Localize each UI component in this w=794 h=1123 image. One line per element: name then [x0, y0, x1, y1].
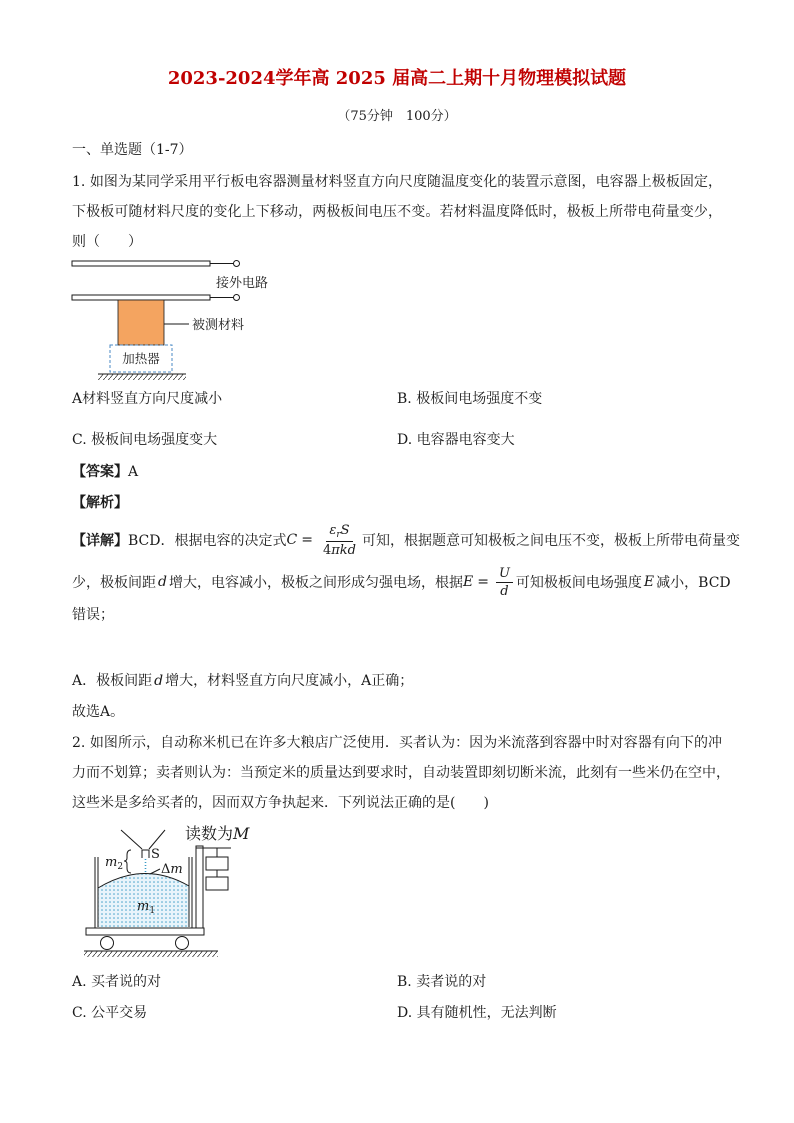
q1-option-c: C. 极板间电场强度变大	[72, 432, 218, 448]
external-circuit-label: 接外电路	[216, 276, 269, 291]
m2-base: m	[105, 855, 118, 870]
reading-text: 读数为	[185, 824, 234, 843]
detail-line-2-text-b: 增大，电容减小，极板之间形成匀强电场，根据	[168, 575, 463, 591]
delta-symbol: Δ	[161, 862, 171, 877]
capacitance-symbol: C	[286, 532, 298, 548]
valve-switch-icon	[142, 850, 149, 858]
answer-value: A	[128, 464, 139, 480]
capacitance-fraction	[320, 523, 359, 558]
page-title: 2023-2024学年高 2025 届高二上期十月物理模拟试题	[167, 68, 627, 89]
q1-detail-line-4	[72, 671, 413, 691]
container-right-wall	[189, 857, 192, 928]
q1-option-a: A材料竖直方向尺度减小	[72, 391, 223, 407]
detail-line-1-text-after: 可知，根据题意可知极板之间电压不变，极板上所带电荷量变	[361, 533, 740, 549]
distance-symbol-2: d	[154, 673, 164, 689]
detail-line-1-text-before: BCD．根据电容的决定式	[128, 533, 287, 549]
denominator-variables: πkd	[331, 542, 356, 558]
field-equals: =	[477, 574, 489, 590]
q1-detail-line-3: 错误；	[72, 607, 114, 623]
capacitance-equals: =	[301, 532, 313, 548]
q1-option-b: B. 极板间电场强度不变	[397, 391, 543, 407]
q2-option-c: C. 公平交易	[72, 1005, 148, 1021]
funnel-left-wall	[121, 830, 142, 849]
detail-tag: 【详解】	[72, 533, 128, 549]
exam-duration-score: （75分钟 100分）	[337, 109, 457, 124]
left-wheel-icon	[101, 937, 114, 950]
permittivity-subscript: r	[336, 529, 341, 540]
detail-line-2-text-d: 减小，BCD	[656, 575, 731, 591]
capacitance-denominator	[320, 542, 359, 558]
switch-label: S	[151, 847, 160, 862]
q2-stem-line-2: 力而不划算；卖者则认为：当预定米的质量达到要求时，自动装置即刻切断米流，此刻有一些米仍在空中，	[72, 765, 730, 781]
denominator-coefficient: 4	[322, 542, 332, 558]
container-left-wall	[95, 857, 98, 928]
q2-option-a: A. 买者说的对	[72, 974, 162, 990]
q1-stem-line-3: 则（ ）	[72, 234, 142, 250]
scale-post	[196, 846, 203, 928]
distance-symbol: d	[158, 574, 167, 590]
reading-variable: M	[233, 824, 250, 843]
upper-plate	[72, 261, 210, 266]
floor-hatch	[84, 951, 218, 957]
capacitor-figure	[60, 250, 300, 385]
field-symbol: E	[643, 574, 655, 590]
area-symbol: S	[340, 522, 350, 538]
right-wheel-icon	[176, 937, 189, 950]
scale-platform	[86, 928, 204, 935]
reading-label	[185, 824, 250, 843]
detail-line-4-text-b: 增大，材料竖直方向尺度减小，A正确；	[165, 673, 414, 689]
q1-option-d: D. 电容器电容变大	[397, 432, 515, 448]
q2-option-b: B. 卖者说的对	[397, 974, 487, 990]
m2-subscript: 2	[117, 862, 124, 872]
field-numerator: U	[496, 566, 513, 583]
q1-detail-line-1	[72, 522, 740, 558]
counterweight-lower	[206, 877, 228, 890]
upper-terminal-icon	[234, 261, 240, 267]
q1-detail-line-2	[72, 564, 731, 600]
q2-stem-line-1: 2. 如图所示，自动称米机已在许多大粮店广泛使用．买者认为：因为米流落到容器中时对容器有向下的冲	[72, 735, 722, 751]
capacitance-numerator	[326, 523, 352, 542]
section-heading: 一、单选题（1-7）	[72, 142, 193, 158]
counterweight-upper	[206, 857, 228, 870]
delta-mass-label	[161, 862, 183, 877]
m1-base: m	[137, 899, 150, 914]
q2-option-d: D. 具有随机性，无法判断	[397, 1005, 557, 1021]
field-denominator: d	[500, 583, 509, 599]
q1-stem-line-2: 下极板可随材料尺度的变化上下移动，两极板间电压不变。若材料温度降低时，极板上所带电荷量变少，	[72, 204, 722, 220]
ground-hatch	[98, 374, 186, 380]
q2-stem-line-3: 这些米是多给买者的，因而双方争执起来．下列说法正确的是( )	[72, 795, 489, 811]
q1-analysis-heading	[72, 493, 128, 513]
answer-tag: 【答案】	[72, 464, 128, 480]
falling-rice-mass-label	[105, 855, 123, 872]
detail-line-2-text-c: 可知极板间电场强度	[515, 575, 642, 591]
material-label: 被测材料	[192, 318, 245, 333]
falling-rice-brace	[124, 850, 131, 873]
q1-answer	[72, 462, 138, 482]
field-symbol-lhs: E	[462, 574, 474, 590]
delta-mass-variable: m	[170, 862, 183, 877]
field-fraction	[496, 566, 513, 599]
q1-conclusion: 故选A。	[72, 704, 125, 720]
material-block	[118, 300, 164, 345]
heater-label: 加热器	[122, 351, 160, 366]
detail-line-2-text-a: 少，极板间距	[72, 575, 156, 591]
rice-scale-figure	[75, 815, 270, 960]
m1-subscript: 1	[149, 906, 156, 916]
q1-stem-line-1: 1. 如图为某同学采用平行板电容器测量材料竖直方向尺度随温度变化的装置示意图，电容器上极板固定，	[72, 174, 722, 190]
analysis-tag: 【解析】	[72, 495, 128, 511]
lower-terminal-icon	[234, 295, 240, 301]
permittivity-symbol: ε	[329, 522, 337, 538]
detail-line-4-text-a: A．极板间距	[72, 673, 153, 689]
lower-plate	[72, 295, 210, 300]
